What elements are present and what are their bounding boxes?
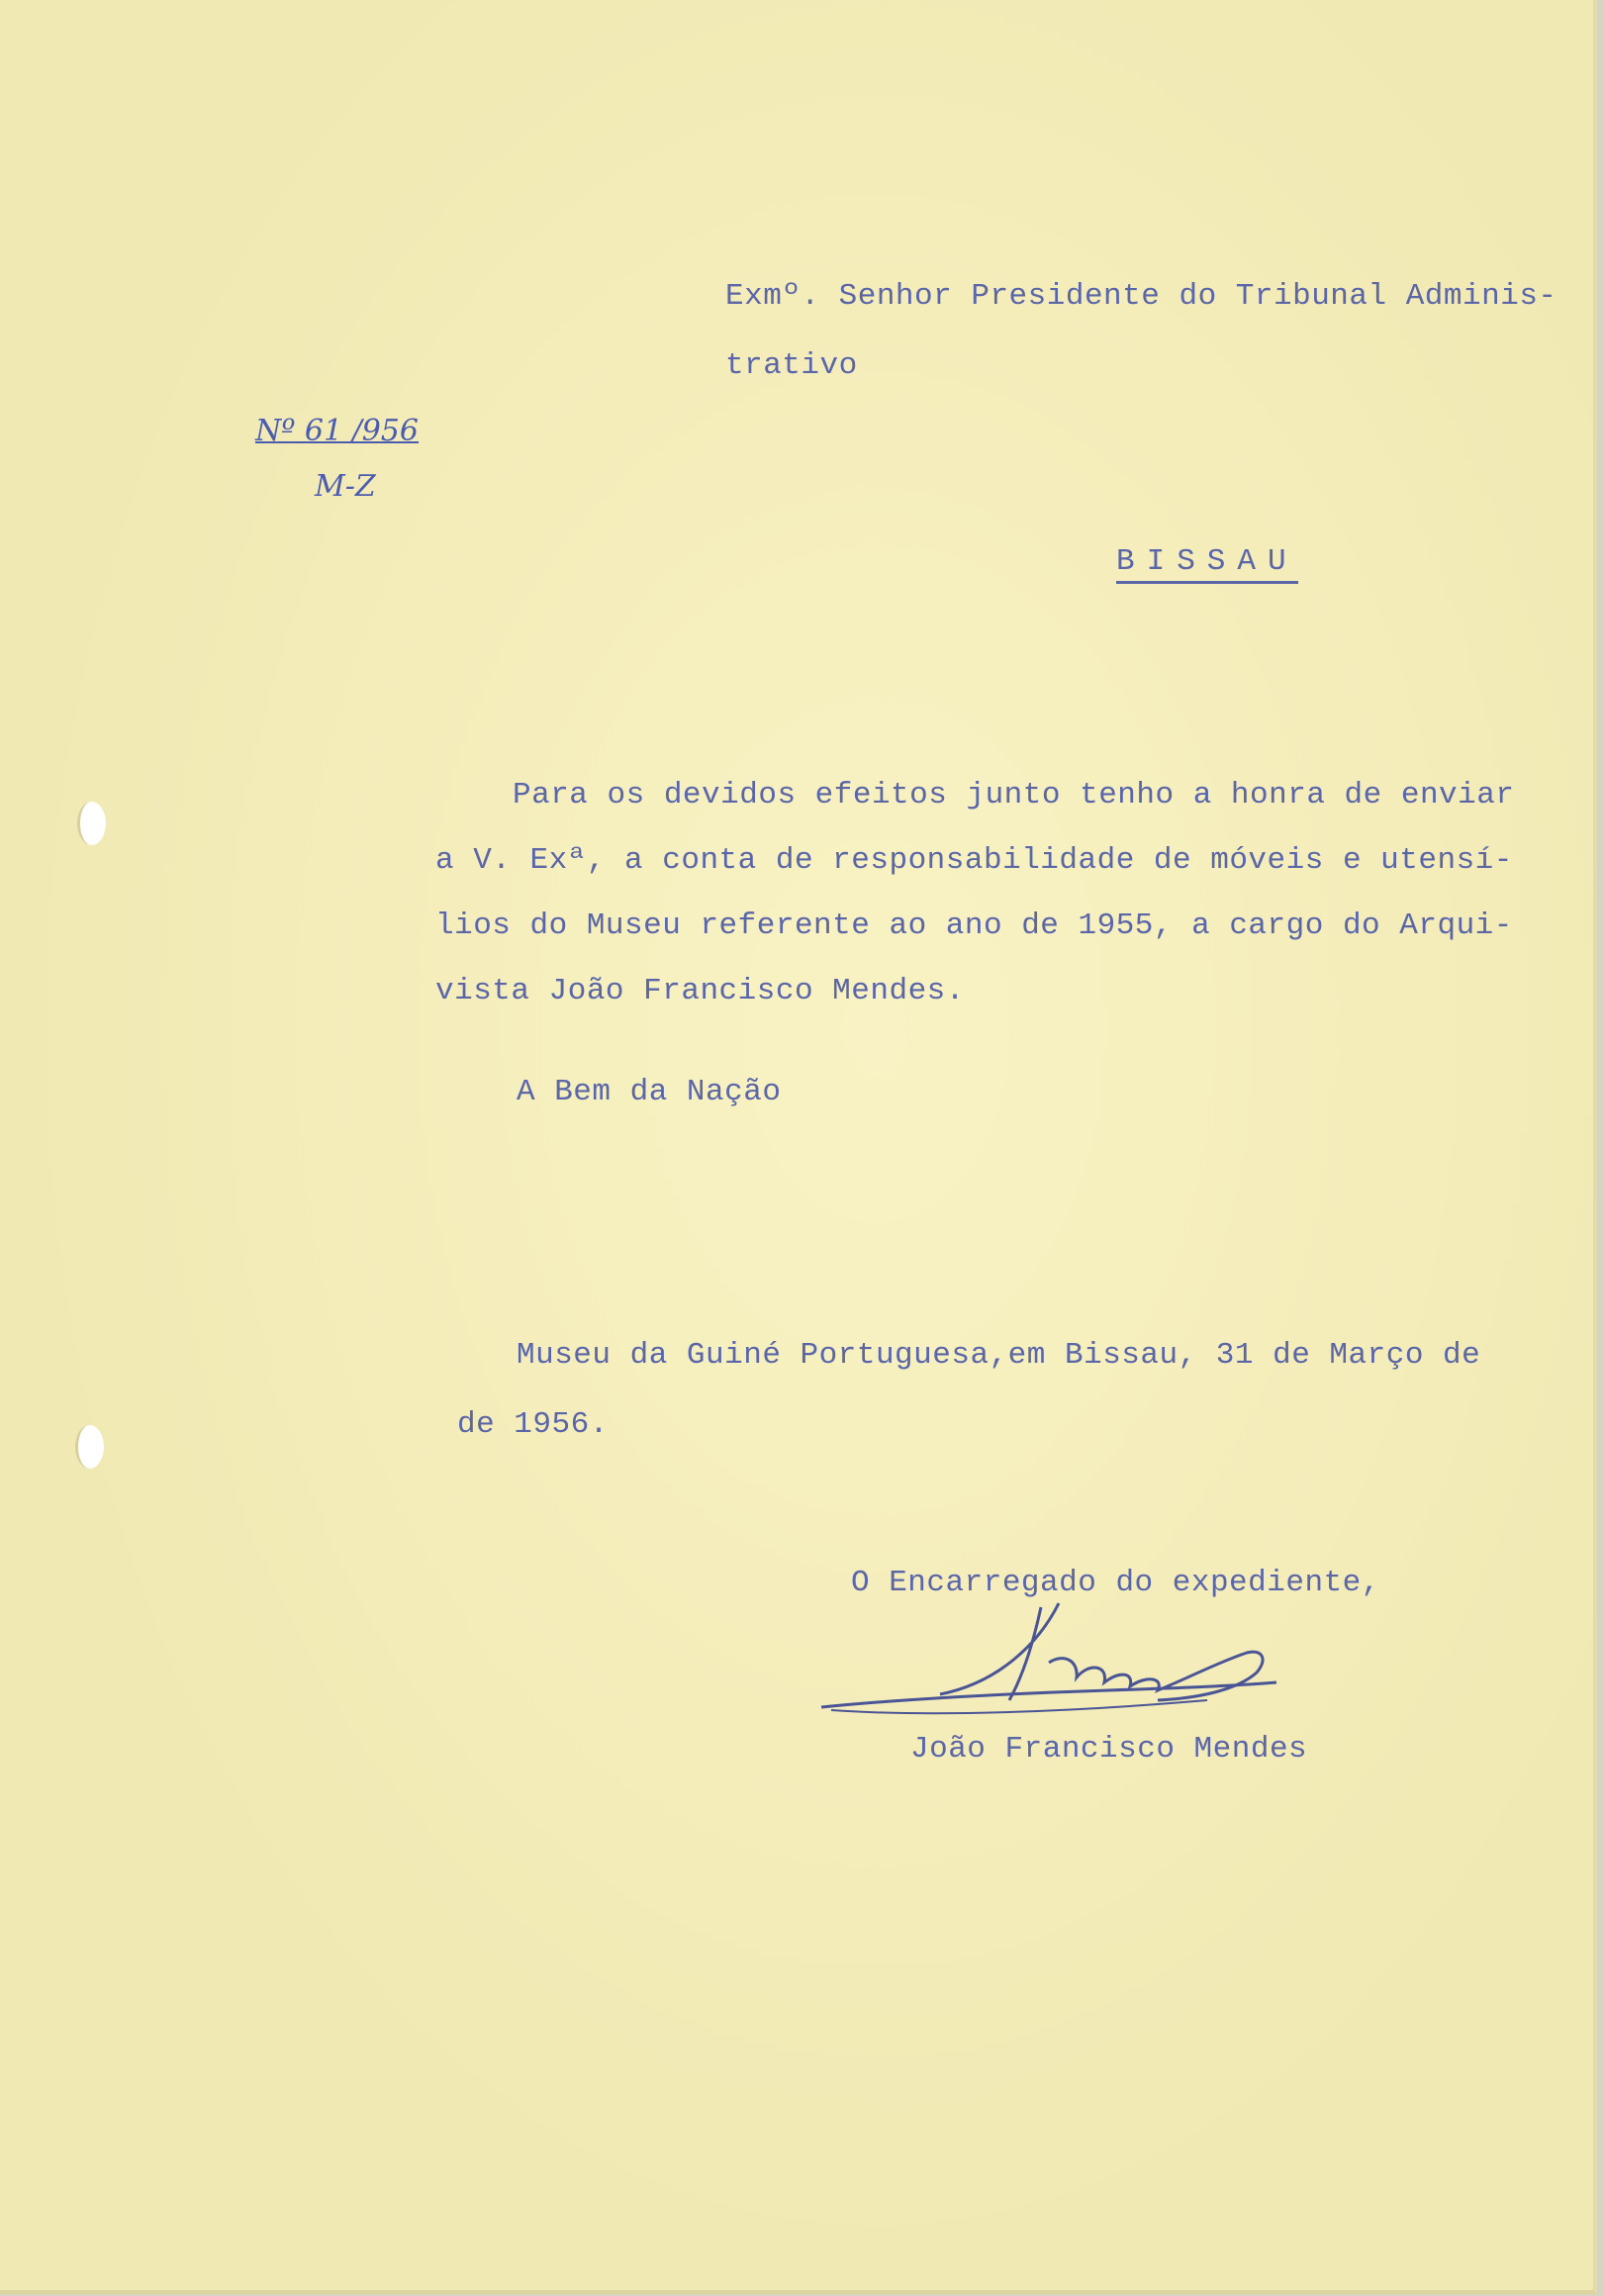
- handwritten-signature: [811, 1583, 1326, 1742]
- place-date-line-2: de 1956.: [457, 1407, 609, 1442]
- punch-hole-top: [77, 802, 106, 845]
- place-date-line-1: Museu da Guiné Portuguesa,em Bissau, 31 de Março de: [517, 1338, 1481, 1373]
- signature-title: O Encarregado do expediente,: [851, 1566, 1380, 1600]
- punch-hole-bottom: [75, 1425, 104, 1469]
- city-heading: BISSAU: [1116, 544, 1298, 584]
- body-line-3: lios do Museu referente ao ano de 1955, a cargo do Arqui-: [435, 909, 1513, 943]
- reference-initials: M-Z: [315, 469, 376, 504]
- salutation: A Bem da Nação: [517, 1075, 782, 1109]
- body-line-2: a V. Exª, a conta de responsabilidade de móveis e utensí-: [435, 843, 1513, 878]
- signatory-name: João Francisco Mendes: [910, 1732, 1308, 1767]
- reference-number: Nº 61 /956: [255, 414, 419, 448]
- addressee-line-1: Exmº. Senhor Presidente do Tribunal Adminis-: [725, 279, 1557, 314]
- body-line-4: vista João Francisco Mendes.: [435, 974, 965, 1008]
- addressee-line-2: trativo: [725, 348, 858, 383]
- body-line-1: Para os devidos efeitos junto tenho a honra de enviar: [513, 778, 1515, 813]
